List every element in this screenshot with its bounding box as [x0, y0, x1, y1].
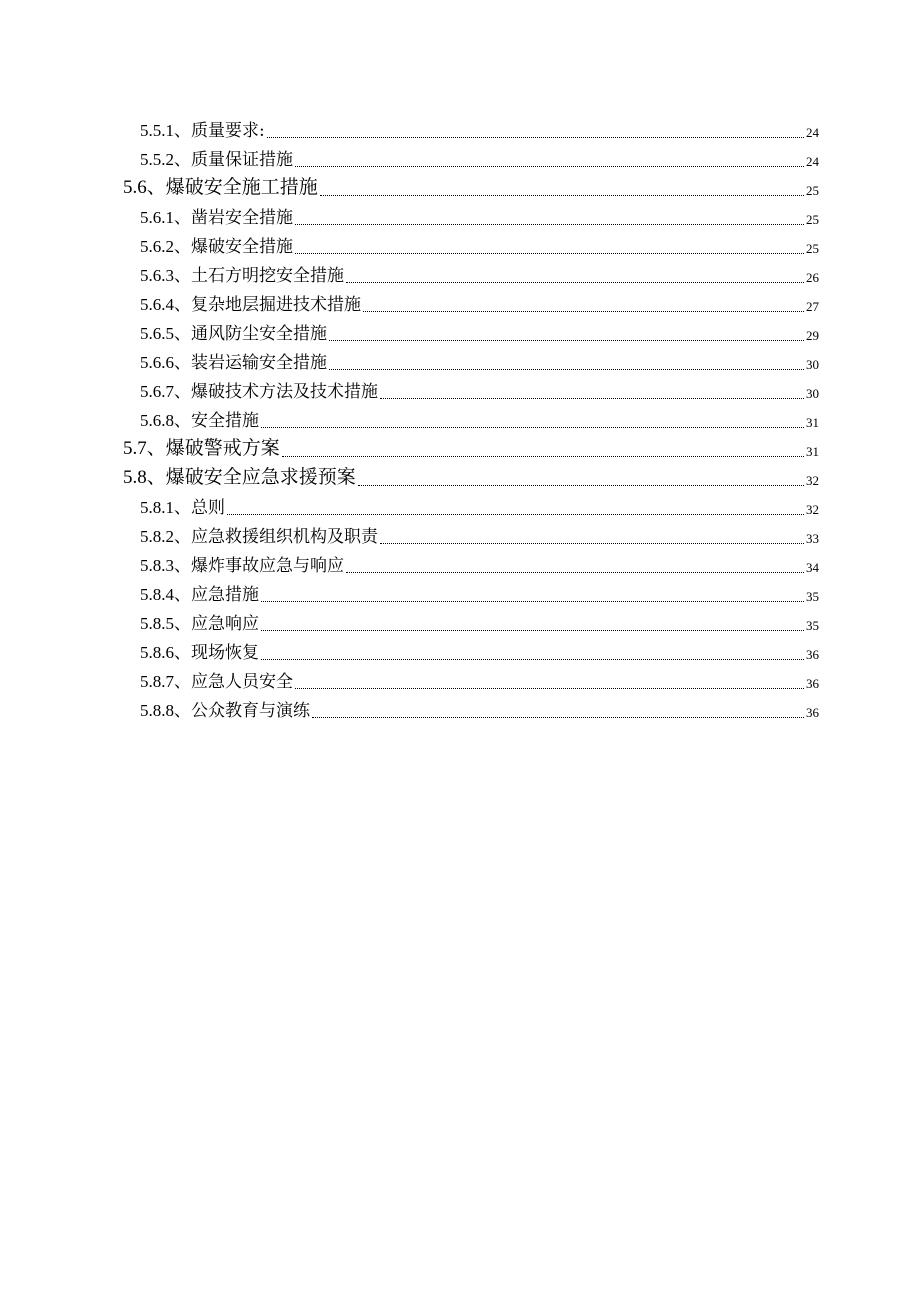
toc-entry-text: 、爆破警戒方案	[146, 437, 280, 459]
toc-entry-number: 5.6.8	[140, 411, 174, 430]
toc-dot-leader	[320, 195, 804, 196]
toc-entry-title	[140, 295, 361, 316]
toc-page-number: 32	[806, 473, 819, 488]
toc-page-number: 35	[806, 618, 819, 633]
toc-entry-number: 5.8.4	[140, 585, 174, 604]
toc-page-number: 26	[806, 270, 819, 285]
toc-entry-number: 5.6	[123, 177, 147, 198]
toc-entry-title	[140, 701, 310, 722]
toc-entry-title	[140, 150, 293, 171]
toc-dot-leader	[380, 398, 804, 399]
toc-entry-text: 、爆炸事故应急与响应	[174, 556, 344, 576]
toc-dot-leader	[267, 137, 804, 138]
toc-entry-title	[140, 498, 225, 519]
toc-entry-title	[140, 527, 378, 548]
toc-page-number: 33	[806, 531, 819, 546]
toc-dot-leader	[358, 485, 804, 486]
toc-entry[interactable]	[0, 490, 920, 519]
toc-entry-text: 、应急人员安全	[174, 672, 293, 692]
toc-entry[interactable]	[0, 229, 920, 258]
toc-entry-text: 、爆破技术方法及技术措施	[174, 382, 378, 402]
table-of-contents	[0, 113, 920, 722]
toc-entry-title	[140, 353, 327, 374]
toc-page-number: 31	[806, 444, 819, 459]
toc-page-number: 32	[806, 502, 819, 517]
toc-dot-leader	[227, 514, 804, 515]
toc-entry-title	[140, 208, 293, 229]
toc-dot-leader	[329, 369, 804, 370]
toc-entry-text: 、复杂地层掘进技术措施	[174, 295, 361, 315]
toc-entry[interactable]	[0, 548, 920, 577]
toc-dot-leader	[346, 282, 804, 283]
toc-entry-number: 5.5.2	[140, 150, 174, 169]
toc-page-number: 30	[806, 357, 819, 372]
toc-entry-number: 5.8.6	[140, 643, 174, 662]
toc-entry[interactable]	[0, 287, 920, 316]
toc-entry[interactable]	[0, 374, 920, 403]
toc-entry-text: 、应急救援组织机构及职责	[174, 527, 378, 547]
toc-entry-text: 、安全措施	[174, 411, 259, 431]
toc-page-number: 24	[806, 125, 819, 140]
toc-page-number: 31	[806, 415, 819, 430]
toc-dot-leader	[282, 456, 804, 457]
toc-dot-leader	[295, 166, 804, 167]
toc-entry[interactable]	[0, 403, 920, 432]
toc-entry-title	[140, 614, 259, 635]
toc-entry-number: 5.8.8	[140, 701, 174, 720]
toc-entry-number: 5.8.5	[140, 614, 174, 633]
toc-entry-title	[140, 121, 265, 142]
toc-entry-text: 、质量要求:	[174, 121, 265, 141]
toc-page-number: 30	[806, 386, 819, 401]
toc-dot-leader	[380, 543, 804, 544]
toc-entry-number: 5.6.4	[140, 295, 174, 314]
toc-entry[interactable]	[0, 113, 920, 142]
toc-entry-title	[140, 643, 259, 664]
toc-page-number: 35	[806, 589, 819, 604]
toc-entry-number: 5.8.7	[140, 672, 174, 691]
toc-entry-text: 、公众教育与演练	[174, 701, 310, 721]
toc-entry[interactable]	[0, 432, 920, 461]
toc-dot-leader	[295, 253, 804, 254]
toc-dot-leader	[346, 572, 804, 573]
toc-entry[interactable]	[0, 316, 920, 345]
toc-entry[interactable]	[0, 606, 920, 635]
toc-dot-leader	[329, 340, 804, 341]
toc-entry-title	[140, 585, 259, 606]
toc-entry[interactable]	[0, 200, 920, 229]
toc-entry-title	[140, 556, 344, 577]
toc-page-number: 24	[806, 154, 819, 169]
toc-entry-text: 、爆破安全施工措施	[146, 176, 318, 198]
toc-entry-text: 、爆破安全措施	[174, 237, 293, 257]
toc-entry-text: 、土石方明挖安全措施	[174, 266, 344, 286]
toc-entry-text: 、应急措施	[174, 585, 259, 605]
toc-entry-title	[140, 411, 259, 432]
toc-entry[interactable]	[0, 345, 920, 374]
toc-entry-title	[123, 437, 280, 461]
toc-dot-leader	[261, 630, 804, 631]
toc-entry-number: 5.8	[123, 467, 147, 488]
toc-entry[interactable]	[0, 171, 920, 200]
toc-dot-leader	[261, 601, 804, 602]
toc-entry-title	[140, 324, 327, 345]
toc-entry[interactable]	[0, 693, 920, 722]
toc-entry-text: 、现场恢复	[174, 643, 259, 663]
toc-dot-leader	[312, 717, 804, 718]
toc-entry-text: 、质量保证措施	[174, 150, 293, 170]
toc-entry-number: 5.5.1	[140, 121, 174, 140]
toc-entry[interactable]	[0, 635, 920, 664]
toc-entry[interactable]	[0, 142, 920, 171]
toc-dot-leader	[261, 659, 804, 660]
toc-entry-title	[140, 266, 344, 287]
toc-entry[interactable]	[0, 461, 920, 490]
toc-page-number: 25	[806, 212, 819, 227]
toc-page-number: 36	[806, 676, 819, 691]
toc-dot-leader	[363, 311, 804, 312]
toc-entry-number: 5.6.7	[140, 382, 174, 401]
toc-entry-number: 5.6.5	[140, 324, 174, 343]
toc-entry[interactable]	[0, 664, 920, 693]
toc-entry-text: 、装岩运输安全措施	[174, 353, 327, 373]
toc-dot-leader	[295, 224, 804, 225]
toc-dot-leader	[261, 427, 804, 428]
toc-entry-number: 5.6.3	[140, 266, 174, 285]
toc-dot-leader	[295, 688, 804, 689]
toc-page-number: 27	[806, 299, 819, 314]
toc-page-number: 36	[806, 705, 819, 720]
toc-page-number: 36	[806, 647, 819, 662]
toc-page-number: 25	[806, 183, 819, 198]
toc-entry-number: 5.7	[123, 438, 147, 459]
toc-entry-number: 5.6.1	[140, 208, 174, 227]
toc-entry-text: 、应急响应	[174, 614, 259, 634]
toc-entry-title	[140, 382, 378, 403]
toc-entry-number: 5.8.3	[140, 556, 174, 575]
toc-entry-text: 、凿岩安全措施	[174, 208, 293, 228]
toc-entry-title	[123, 176, 318, 200]
toc-entry-number: 5.6.2	[140, 237, 174, 256]
toc-entry-text: 、总则	[174, 498, 225, 518]
toc-entry-number: 5.8.1	[140, 498, 174, 517]
toc-page-number: 34	[806, 560, 819, 575]
toc-entry-text: 、爆破安全应急求援预案	[146, 466, 356, 488]
toc-entry[interactable]	[0, 577, 920, 606]
toc-entry-number: 5.6.6	[140, 353, 174, 372]
toc-page-number: 29	[806, 328, 819, 343]
toc-entry-number: 5.8.2	[140, 527, 174, 546]
toc-page-number: 25	[806, 241, 819, 256]
toc-entry-title	[140, 237, 293, 258]
toc-entry[interactable]	[0, 519, 920, 548]
toc-entry[interactable]	[0, 258, 920, 287]
toc-entry-text: 、通风防尘安全措施	[174, 324, 327, 344]
toc-entry-title	[140, 672, 293, 693]
toc-entry-title	[123, 466, 356, 490]
